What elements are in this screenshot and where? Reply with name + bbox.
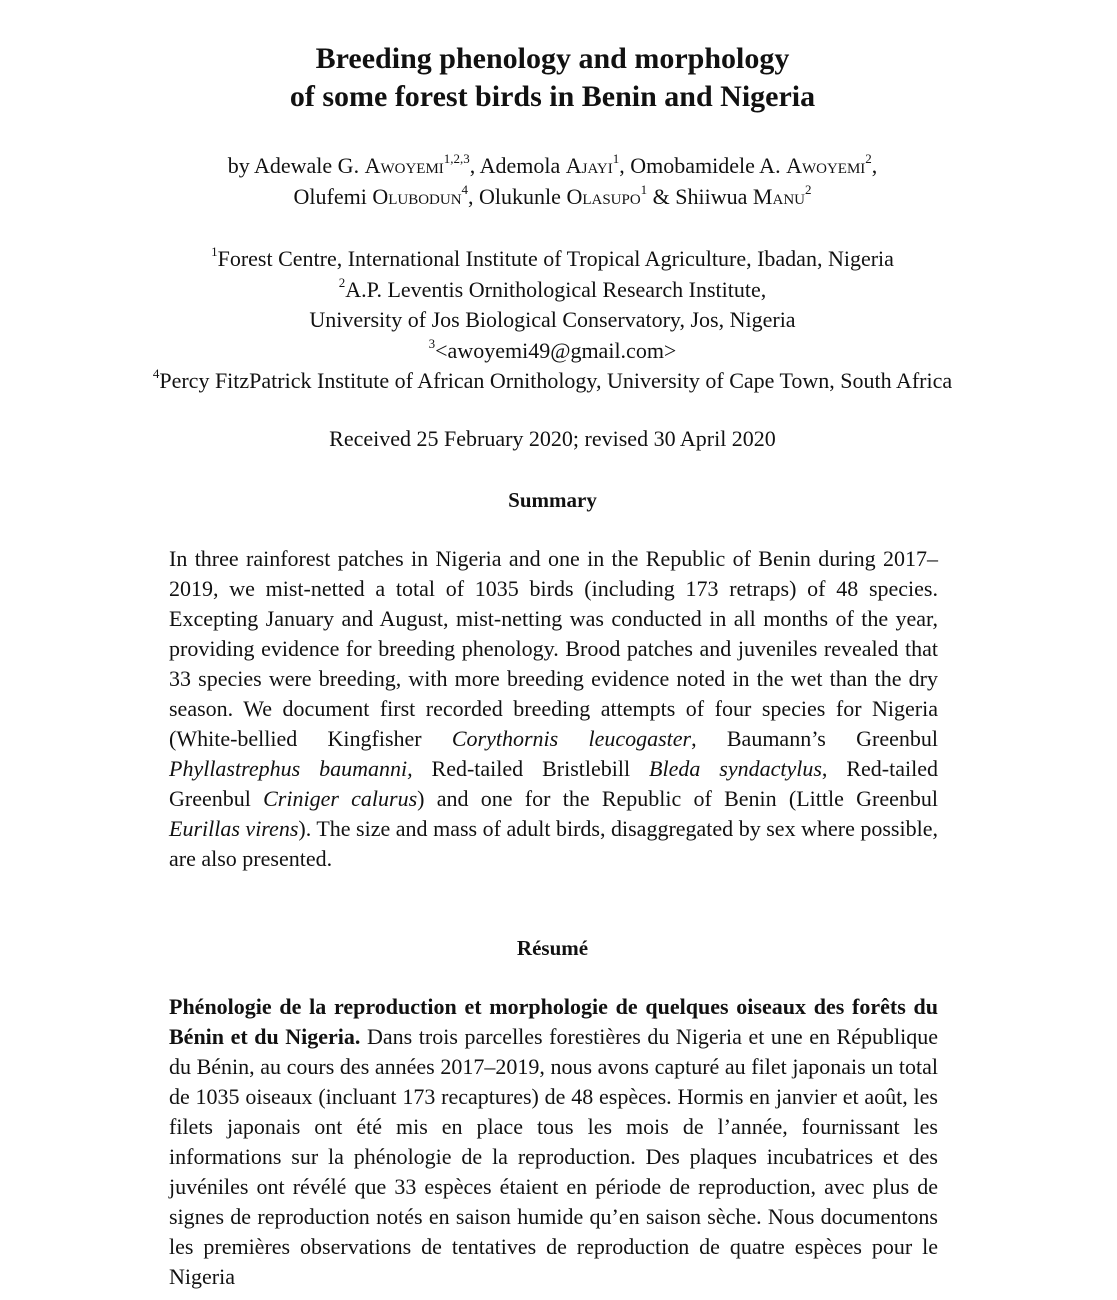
affiliation-text: Forest Centre, International Institute of Tropical Agriculture, Ibadan, Nigeria (217, 246, 894, 271)
affiliation-4 (0, 366, 1105, 397)
affiliation-text: Percy FitzPatrick Institute of African Ornithology, University of Cape Town, South Africa (159, 368, 953, 393)
author-given-name: Olukunle (479, 184, 567, 209)
summary-text-segment: , Red-tailed Greenbul (169, 756, 938, 811)
author-affiliation-marker: 1 (640, 182, 648, 197)
author-separator: , (871, 153, 878, 178)
summary-text-segment: In three rainforest patches in Nigeria and one in the Republic of Benin during 2017–2019, we mist-netted a total of 1035 birds (including 173 retraps) of 48 species. Excepting January and August, mist-netting was conducted in all months of the year, providing evidence for breeding phenology. Brood patches and juveniles revealed that 33 species were breeding, with more breeding evidence noted in the wet than the dry season. We document first recorded breeding attempts of four species for Nigeria (White-bellied Kingfisher (169, 546, 938, 751)
title-line-1: Breeding phenology and morphology (315, 42, 790, 75)
author-surname: Manu (752, 184, 805, 209)
author-line-2 (0, 181, 1105, 212)
species-name: Corythornis leucogaster (451, 726, 692, 751)
affiliation-text: A.P. Leventis Ornithological Research Institute, (345, 276, 767, 302)
summary-text-segment: Red-tailed Bristlebill (412, 756, 650, 781)
species-name: Criniger calurus (263, 786, 418, 811)
affiliation-number: 1 (211, 244, 218, 259)
author-surname: Awoyemi (786, 153, 866, 178)
author-separator: , (468, 184, 480, 209)
author-affiliation-marker: 4 (461, 182, 469, 197)
author-surname: Olubodun (372, 184, 462, 209)
author-affiliation-marker: 2 (865, 151, 872, 166)
author-affiliation-marker: 1,2,3 (443, 151, 470, 166)
email-address[interactable]: <awoyemi49@gmail.com> (435, 337, 677, 363)
resume-heading: Résumé (516, 936, 589, 960)
by-prefix: by (227, 153, 254, 178)
author-list (0, 150, 1105, 212)
summary-heading: Summary (508, 488, 597, 512)
summary-text-segment: ). The size and mass of adult birds, disaggregated by sex where possible, are also presented. (169, 816, 938, 871)
author-separator: , (469, 153, 480, 178)
received-dates: Received 25 February 2020; revised 30 April 2020 (329, 426, 776, 451)
summary-text-segment: ) and one for the Republic of Benin (Little Greenbul (417, 786, 938, 811)
affiliation-2-cont: University of Jos Biological Conservatory, Jos, Nigeria (309, 307, 796, 332)
author-given-name: Ademola (479, 153, 566, 178)
affiliation-number: 2 (338, 274, 346, 290)
author-given-name: Shiiwua (675, 184, 753, 209)
affiliation-2 (0, 275, 1105, 306)
author-given-name: Adewale G. (254, 153, 365, 178)
species-name: Eurillas virens (169, 816, 299, 841)
resume-lead-title: Phénologie de la reproduction et morphologie de quelques oiseaux des forêts du Bénin et du Nigeria. (169, 994, 938, 1049)
affiliation-number: 4 (152, 366, 160, 381)
author-surname: Ajayi (565, 153, 613, 178)
paper-title (0, 40, 1105, 116)
affiliation-1 (0, 244, 1105, 275)
author-separator: , (619, 153, 631, 178)
affiliation-number: 3 (428, 335, 436, 351)
resume-paragraph (169, 992, 938, 1292)
title-line-2: of some forest birds in Benin and Nigeria (289, 80, 816, 113)
author-affiliation-marker: 1 (612, 151, 620, 166)
affiliations (0, 244, 1105, 397)
author-affiliation-marker: 2 (804, 182, 812, 197)
summary-paragraph (169, 544, 938, 874)
resume-text: Dans trois parcelles forestières du Nigeria et une en République du Bénin, au cours des années 2017–2019, nous avons capturé au filet japonais un total de 1035 oiseaux (incluant 173 recaptures) de 48 espèces. Hormis en janvier et août, les filets japonais ont été mis en place tous les mois de l’année, fournissant les informations sur la phénologie de la reproduction. Des plaques incubatrices et des juvéniles ont révélé que 33 espèces étaient en période de reproduction, avec plus de signes de reproduction notés en saison humide qu’en saison sèche. Nous documentons les premières observations de tentatives de reproduction de quatre espèces pour le Nigeria (169, 1024, 938, 1289)
author-line-1 (0, 150, 1105, 181)
summary-text-segment: , Baumann’s Greenbul (691, 726, 938, 751)
author-separator: & (647, 184, 676, 209)
author-surname: Olasupo (566, 184, 641, 209)
species-name: Phyllastrephus baumanni, (169, 756, 413, 781)
author-given-name: Omobamidele A. (630, 153, 787, 178)
author-surname: Awoyemi (364, 153, 444, 178)
species-name: Bleda syndactylus (649, 756, 822, 781)
affiliation-3 (0, 336, 1105, 367)
author-given-name: Olufemi (293, 184, 373, 209)
